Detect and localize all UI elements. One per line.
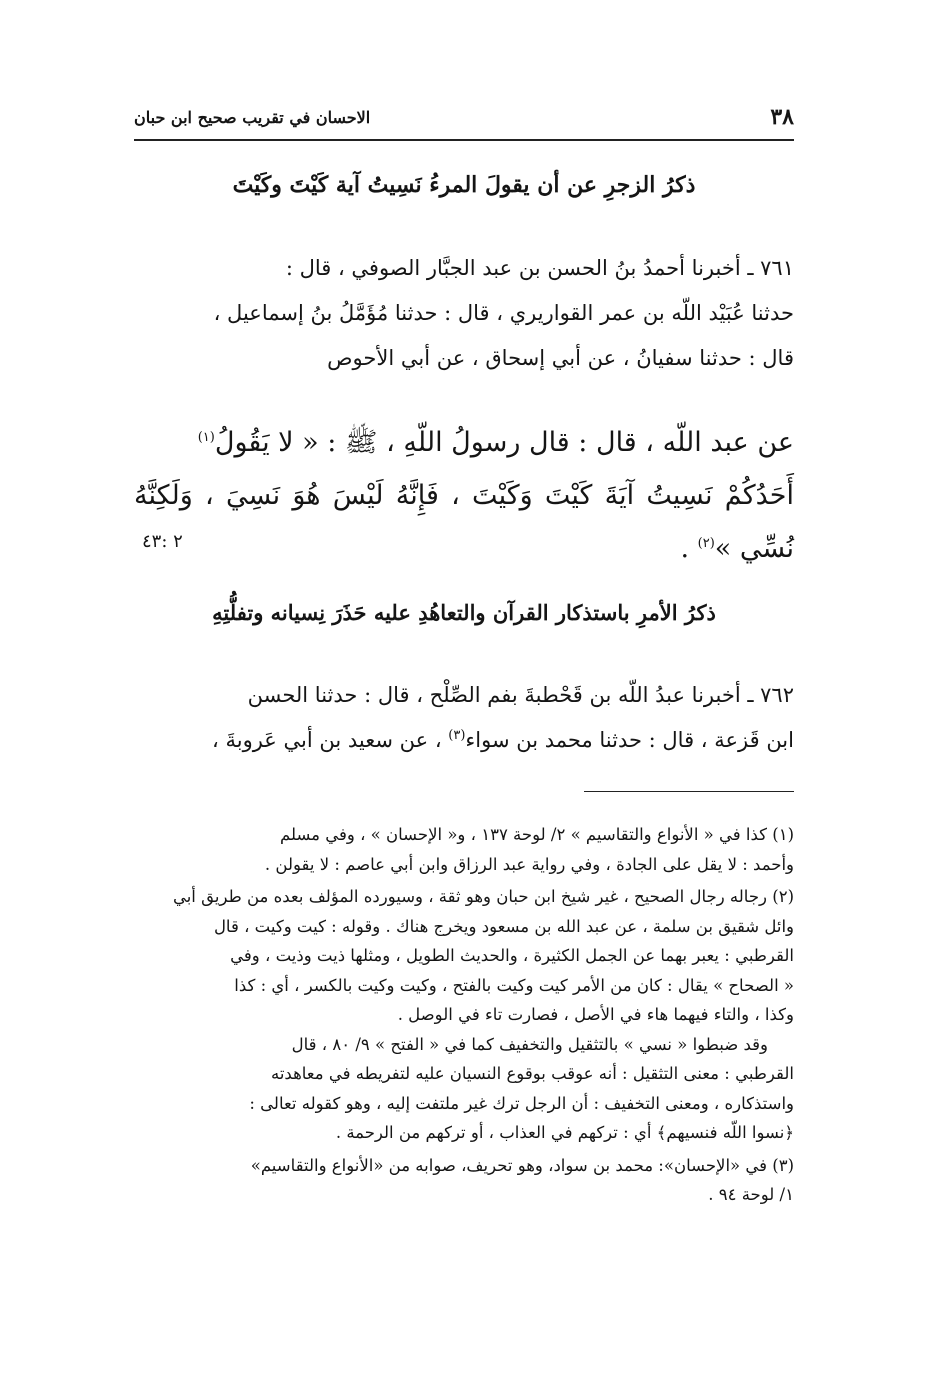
matn-line — [134, 522, 794, 575]
matn-end: . — [680, 533, 698, 564]
footnote-marker-1: (١) — [197, 430, 215, 445]
isnad-text: ابن قَزعة ، قال : حدثنا محمد بن سواء — [465, 728, 794, 752]
footnote-3-line: ١/ لوحة ٩٤ . — [708, 1185, 794, 1204]
matn-text: عن عبد اللّه ، قال : قال رسولُ اللّهِ ، ﷺ : « لا يَقُولُ — [214, 427, 794, 458]
matn-text: نُسِّي » — [714, 533, 794, 564]
isnad-line: حدثنا عُبَيْد اللّه بن عمر القواريري ، قال : حدثنا مُؤَمَّلُ بنُ إسماعيل ، — [213, 301, 794, 325]
footnote-2-line: ﴿نسوا اللّه فنسيهم﴾ أي : تركهم في العذاب ، أو تركهم من الرحمة . — [335, 1123, 794, 1142]
footnote-separator — [584, 791, 794, 792]
matn-line: أَحَدُكُمْ نَسِيتُ آيَةَ كَيْتَ وَكَيْتَ ، فَإِنَّهُ لَيْسَ هُوَ نَسِيَ ، وَلَكِنَّهُ — [134, 480, 794, 511]
matn-line — [134, 416, 794, 469]
hadith-762-isnad — [134, 673, 794, 763]
footnote-2-line: واستذكاره ، ومعنى التخفيف : أن الرجل ترك غير ملتفت إليه ، وهو كقوله تعالى : — [249, 1093, 794, 1113]
isnad-line: ٧٦٢ ـ أخبرنا عبدُ اللّه بن قَحْطبةَ بفم الصِّلْح ، قال : حدثنا الحسن — [247, 683, 794, 707]
footnote-marker-3: (٣) — [448, 728, 466, 743]
cross-reference: ٢ :٤٣ — [142, 531, 183, 552]
book-title: الاحسان في تقريب صحيح ابن حبان — [134, 108, 371, 127]
hadith-761-matn — [134, 416, 794, 575]
hadith-761-isnad — [134, 246, 794, 381]
footnote-1-line: (١) كذا في « الأنواع والتقاسيم » ٢/ لوحة ١٣٧ ، و« الإحسان » ، وفي مسلم — [280, 825, 794, 844]
footnote-2-line: وائل شقيق بن سلمة ، عن عبد الله بن مسعود ويخرج هناك . وقوله : كيت وكيت ، قال — [213, 916, 794, 936]
book-page — [134, 0, 794, 1374]
footnotes — [134, 820, 794, 1210]
page-number: ٣٨ — [770, 104, 794, 130]
footnote-2-line: القرطبي : يعبر بهما عن الجمل الكثيرة ، والحديث الطويل ، ومثلها ذيت وذيت ، وفي — [230, 946, 794, 965]
running-header — [134, 104, 794, 132]
footnote-2-line: « الصحاح » يقال : كان من الأمر كيت وكيت بالفتح ، وكيت وكيت بالكسر ، أي : كذا — [234, 975, 794, 995]
footnote-3-line: (٣) في «الإحسان»: محمد بن سواد، وهو تحريف، صوابه من «الأنواع والتقاسيم» — [250, 1155, 794, 1175]
footnote-2-line: وقد ضبطوا « نسي » بالتثقيل والتخفيف كما في « الفتح » ٩/ ٨٠ ، قال — [291, 1034, 768, 1054]
footnote-marker-2: (٢) — [697, 536, 715, 551]
chapter-heading-2: ذكرُ الأمرِ باستذكار القرآن والتعاهُدِ عليه حَذَرَ نِسيانه وتفلُّتِهِ — [212, 600, 716, 625]
footnote-2-line: (٢) رجاله رجال الصحيح ، غير شيخ ابن حبان وهو ثقة ، وسيورده المؤلف بعده من طريق أبي — [172, 887, 794, 906]
isnad-line: ٧٦١ ـ أخبرنا أحمدُ بنُ الحسن بن عبد الجبَّار الصوفي ، قال : — [285, 256, 794, 280]
isnad-text: ، عن سعيد بن أبي عَروبةَ ، — [212, 728, 449, 752]
footnote-2-line: وكذا ، والتاء فيهما هاء في الأصل ، فصارت تاء في الوصل . — [397, 1005, 794, 1024]
isnad-line — [134, 718, 794, 763]
header-rule — [134, 139, 794, 141]
footnote-2-line: القرطبي : معنى التثقيل : أنه عوقب بوقوع النسيان عليه لتفريطه في معاهدته — [270, 1064, 794, 1083]
isnad-line: قال : حدثنا سفيانُ ، عن أبي إسحاق ، عن أبي الأحوص — [327, 346, 794, 370]
footnote-1-line: وأحمد : لا يقل على الجادة ، وفي رواية عبد الرزاق وابن أبي عاصم : لا يقولن . — [264, 854, 794, 874]
chapter-heading-1: ذكرُ الزجرِ عن أن يقولَ المرءُ نَسِيتُ آية كَيْتَ وكَيْتَ — [232, 172, 696, 198]
